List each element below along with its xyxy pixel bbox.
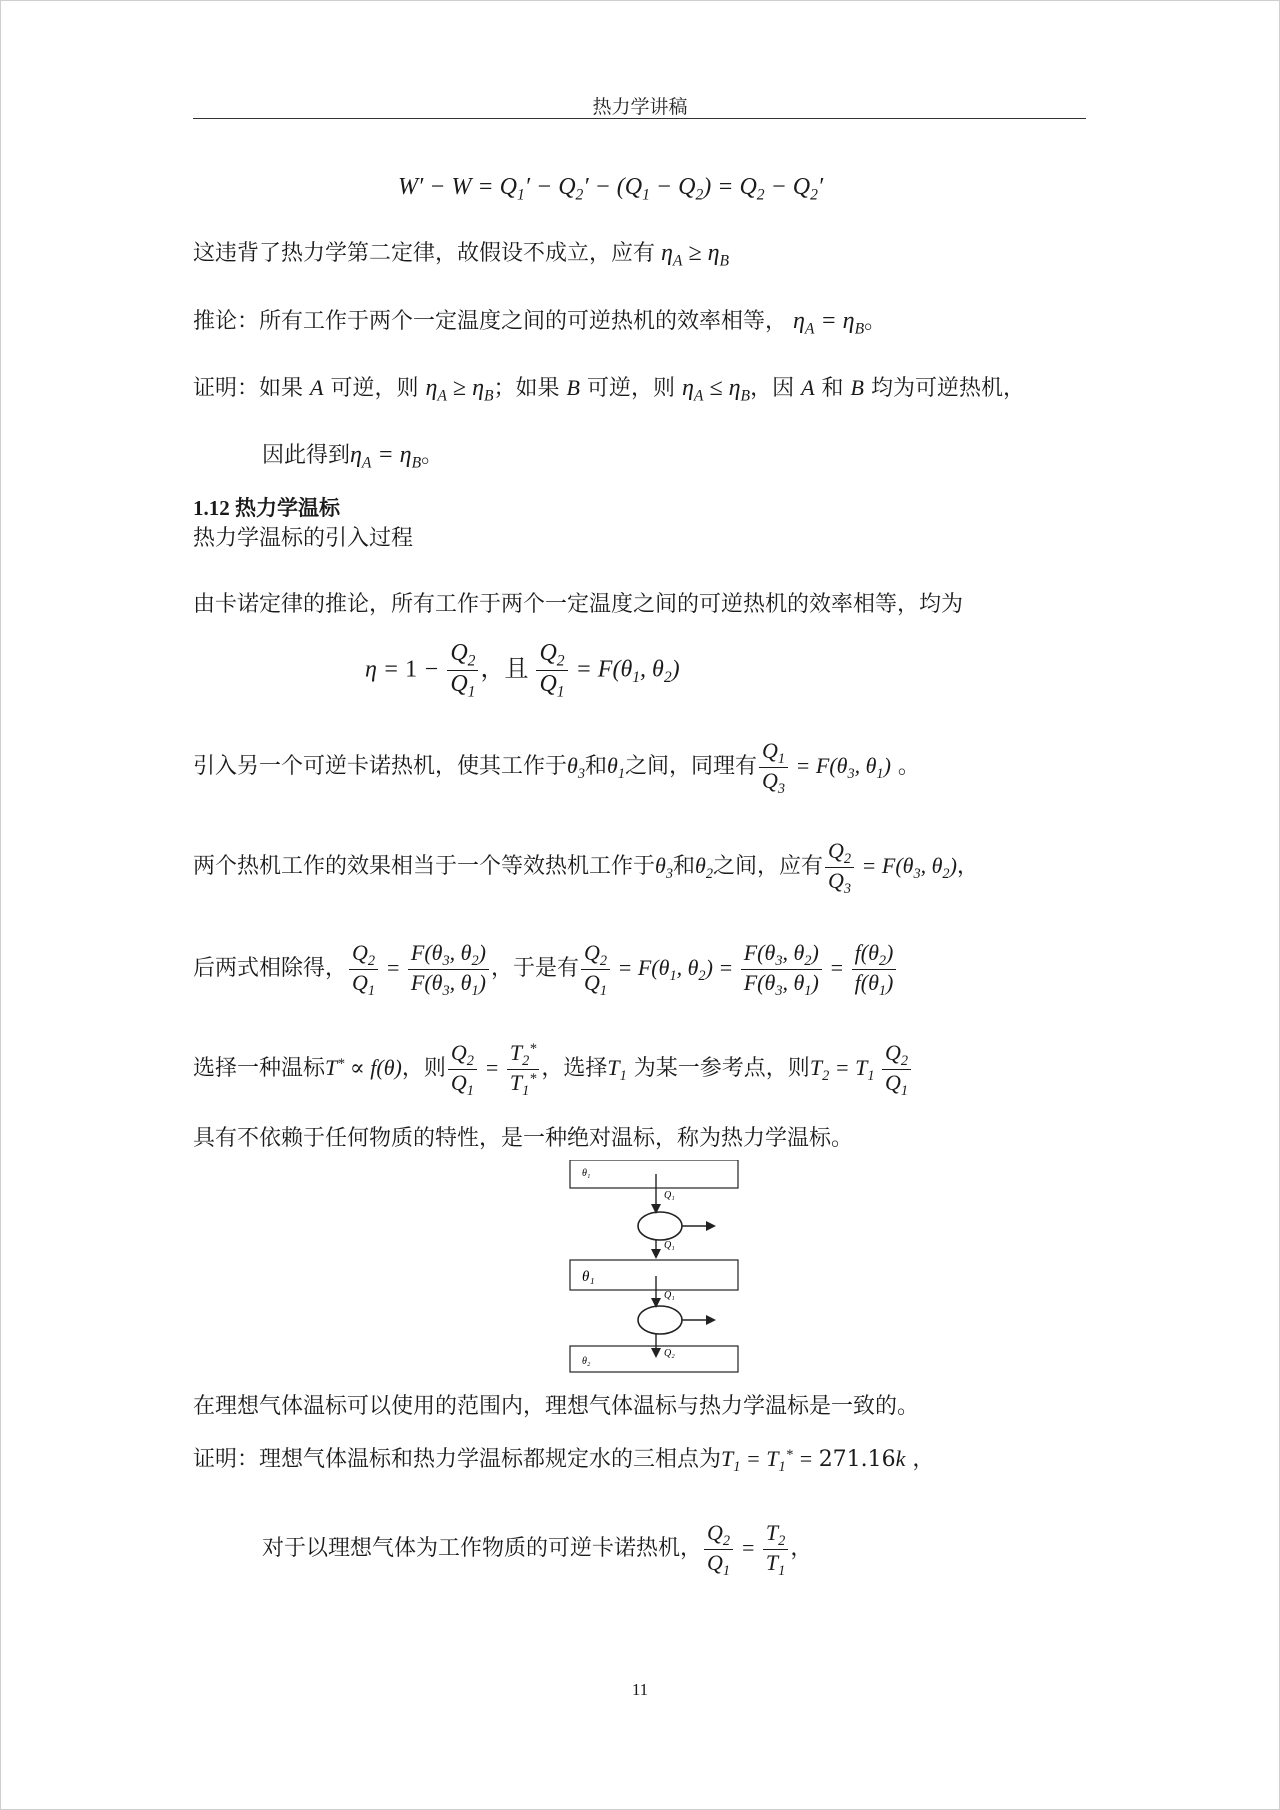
text-div-b: ，于是有	[490, 955, 579, 981]
text-scale-d: 为某一参考点，则	[633, 1055, 810, 1081]
equation-efficiency: η = 1 − $\frac{Q_2}{Q_1}$ ，且 $\frac{Q_2}{Q_1}$ = $F(\theta_1$, $\theta_2$)	[365, 640, 680, 701]
text-proof-c: ；如果	[493, 376, 560, 401]
text-two-b: 和	[672, 853, 695, 879]
paragraph-second-law: 这违背了热力学第二定律，故假设不成立，应有 $\eta_A \ge \eta_B$	[193, 240, 730, 270]
arrowhead-work-1	[706, 1221, 716, 1231]
text-scale-c: ，选择	[541, 1055, 608, 1081]
arrowhead-2	[651, 1249, 661, 1259]
diagram-label-6: θ₂	[582, 1356, 591, 1367]
text-scale-b: ，则	[401, 1055, 446, 1081]
paragraph-ideal-gas: 在理想气体温标可以使用的范围内，理想气体温标与热力学温标是一致的。	[193, 1394, 920, 1419]
subheading-intro: 热力学温标的引入过程	[193, 526, 414, 551]
text-proof-f: 和	[821, 376, 844, 401]
paragraph-absolute-scale: 具有不依赖于任何物质的特性，是一种绝对温标，称为热力学温标。	[193, 1126, 854, 1151]
running-header: 热力学讲稿	[592, 96, 688, 118]
paragraph-carnot: 由卡诺定律的推论，所有工作于两个一定温度之间的可逆热机的效率相等，均为	[193, 592, 964, 617]
paragraph-conclusion: 因此得到$\eta_A = \eta_B$。	[262, 442, 444, 472]
text-proof-e: ，因	[750, 376, 795, 401]
diagram-label-1: Q₁	[664, 1190, 675, 1201]
paragraph-choose-scale: 选择一种温标T* ∝ f(θ)，则 $\frac{Q_2}{Q_1}$ = $\frac{T_2^*}{T_1^*}$ ，选择$T_1$ 为某一参考点，则$T_2 = T_1$ $\frac{Q_2}{Q_1}$	[193, 1040, 913, 1100]
paragraph-ideal-engine: 对于以理想气体为工作物质的可逆卡诺热机， $\frac{Q_2}{Q_1}$ = $\frac{T_2}{T_1}$ ，	[262, 1520, 813, 1580]
header-rule	[193, 118, 1086, 119]
text-and: ，且	[480, 656, 529, 683]
paragraph-division: 后两式相除得， $\frac{Q_2}{Q_1}$ = $\frac{F(\theta_3, \theta_2)}{F(\theta_3, \theta_1)}$ ，于是有 $\frac{Q_2}{Q_1}$ = $F(\theta_1$, $\theta_2$) = $\frac{F(\theta_3, \theta_2)}{F(\theta_3, \theta_1)}$ = $\frac{f(\theta_2)}{f(\theta_1)}$	[193, 940, 898, 1000]
text-scale-a: 选择一种温标	[193, 1055, 326, 1081]
text-corollary: 推论：所有工作于两个一定温度之间的可逆热机的效率相等，	[193, 309, 788, 334]
diagram-label-5: Q₂	[664, 1348, 675, 1359]
text-engine-a: 引入另一个可逆卡诺热机，使其工作于	[193, 753, 568, 779]
equation-work-difference: $W' - W = Q_1' - Q_2' - (Q_1 - Q_2) = Q_2 - Q_2'$	[398, 174, 824, 204]
text-conclusion: 因此得到	[262, 443, 351, 468]
paragraph-two-engines: 两个热机工作的效果相当于一个等效热机工作于$\theta_3$和$\theta_2$之间，应有 $\frac{Q_2}{Q_3}$ = $F(\theta_3$, $\theta_2$)，	[193, 838, 979, 898]
paragraph-proof: 证明：如果 A 可逆，则 $\eta_A \ge \eta_B$；如果 B 可逆，则 $\eta_A \le \eta_B$，因 A 和 B 均为可逆热机，	[193, 375, 1026, 405]
text-triple-point: 证明：理想气体温标和热力学温标都规定水的三相点为	[193, 1447, 722, 1473]
text-proof-b: 可逆，则	[330, 376, 419, 401]
section-title: 热力学温标	[235, 496, 340, 520]
paragraph-triple-point: 证明：理想气体温标和热力学温标都规定水的三相点为$T_1 = T_1^* = 271.16k$ ，	[193, 1446, 935, 1476]
paragraph-another-engine: 引入另一个可逆卡诺热机，使其工作于$\theta_3$和$\theta_1$之间，同理有 $\frac{Q_1}{Q_3}$ = $F(\theta_3$, $\theta_1$) 。	[193, 738, 920, 798]
diagram-label-3: θ₁	[582, 1269, 595, 1285]
text-violation: 这违背了热力学第二定律，故假设不成立，应有	[193, 241, 656, 266]
arrowhead-work-2	[706, 1315, 716, 1325]
triple-point-value: 271.16	[818, 1447, 896, 1473]
text-proof-d: 可逆，则	[587, 376, 676, 401]
diagram-label-2: Q₁	[664, 1240, 675, 1251]
page-number: 11	[631, 1680, 649, 1699]
text-two-c: 之间，应有	[712, 853, 823, 879]
engine-2	[638, 1306, 682, 1334]
text-two-a: 两个热机工作的效果相当于一个等效热机工作于	[193, 853, 656, 879]
diagram-label-4: Q₁	[664, 1290, 675, 1301]
text-div-a: 后两式相除得，	[193, 955, 348, 981]
section-number: 1.12	[193, 496, 230, 520]
engine-1	[638, 1212, 682, 1240]
text-engine-b: 和	[584, 753, 607, 779]
text-engine-c: 之间，同理有	[624, 753, 757, 779]
reservoir-top	[570, 1160, 738, 1188]
paragraph-corollary: 推论：所有工作于两个一定温度之间的可逆热机的效率相等， $\eta_A = \eta_B$。	[193, 308, 887, 338]
text-proof-g: 均为可逆热机，	[871, 376, 1026, 401]
text-proof-a: 证明：如果	[193, 376, 304, 401]
section-heading	[193, 492, 340, 522]
arrowhead-4	[651, 1348, 661, 1358]
text-ideal-engine: 对于以理想气体为工作物质的可逆卡诺热机，	[262, 1535, 703, 1561]
reservoir-middle	[570, 1260, 738, 1290]
carnot-engines-diagram	[560, 1160, 760, 1380]
diagram-label-0: θ₁	[582, 1168, 591, 1179]
